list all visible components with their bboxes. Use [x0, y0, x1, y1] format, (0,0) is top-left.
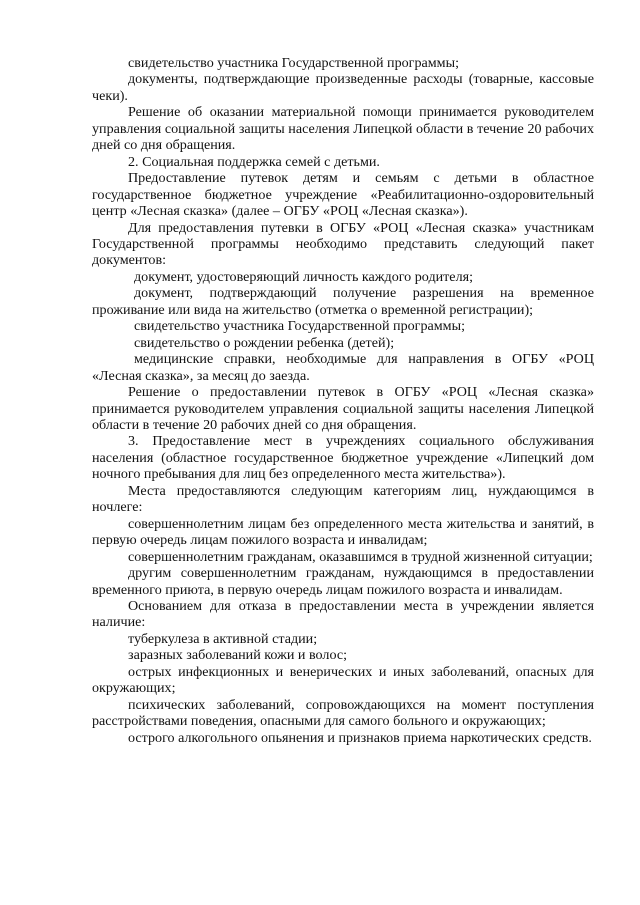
list-item: свидетельство о рождении ребенка (детей);: [134, 334, 395, 351]
paragraph: Для предоставления путевки в ОГБУ «РОЦ «Лесная сказка» участникам Государственной программы необходимо представить следующий пакет документов:: [92, 219, 594, 269]
document-body: [92, 55, 594, 746]
list-item: психических заболеваний, сопровождающихся на момент поступления расстройствами поведения, опасными для самого больного и окружающих;: [92, 696, 594, 730]
paragraph: Решение о предоставлении путевок в ОГБУ «РОЦ «Лесная сказка» принимается руководителем управления социальной защиты населения Липецкой области в течение 20 рабочих дней со дня обращения.: [92, 384, 594, 433]
list-item: медицинские справки, необходимые для направления в ОГБУ «РОЦ «Лесная сказка», за месяц до заезда.: [92, 351, 594, 384]
list-item: острого алкогольного опьянения и признаков приема наркотических средств.: [128, 729, 592, 746]
paragraph: свидетельство участника Государственной программы;: [128, 55, 459, 71]
list-item: свидетельство участника Государственной программы;: [134, 318, 465, 335]
list-item: острых инфекционных и венерических и иных заболеваний, опасных для окружающих;: [92, 663, 594, 697]
paragraph: Места предоставляются следующим категориям лиц, нуждающимся в ночлеге:: [92, 482, 594, 516]
list-item: совершеннолетним гражданам, оказавшимся в трудной жизненной ситуации;: [128, 548, 593, 565]
paragraph: Предоставление путевок детям и семьям с детьми в областное государственное бюджетное учреждение «Реабилитационно-оздоровительный центр «Лесная сказка» (далее – ОГБУ «РОЦ «Лесная сказка»).: [92, 170, 594, 220]
section-heading: 3. Предоставление мест в учреждениях социального обслуживания населения (областное государственное бюджетное учреждение «Липецкий дом ночного пребывания для лиц без определенного места жительства»).: [92, 433, 594, 483]
paragraph: документы, подтверждающие произведенные расходы (товарные, кассовые чеки).: [92, 71, 594, 104]
paragraph: Основанием для отказа в предоставлении места в учреждении является наличие:: [92, 597, 594, 631]
section-heading: 2. Социальная поддержка семей с детьми.: [128, 153, 380, 170]
list-item: туберкулеза в активной стадии;: [128, 630, 318, 647]
list-item: документ, удостоверяющий личность каждого родителя;: [134, 268, 473, 285]
paragraph: Решение об оказании материальной помощи принимается руководителем управления социальной защиты населения Липецкой области в течение 20 рабочих дней со дня обращения.: [92, 104, 594, 154]
list-item: другим совершеннолетним гражданам, нуждающимся в предоставлении временного приюта, в первую очередь лицам пожилого возраста и инвалидам.: [92, 565, 594, 598]
list-item: документ, подтверждающий получение разрешения на временное проживание или вида на жительство (отметка о временной регистрации);: [92, 285, 594, 318]
list-item: совершеннолетним лицам без определенного места жительства и занятий, в первую очередь лицам пожилого возраста и инвалидам;: [92, 515, 594, 549]
list-item: заразных заболеваний кожи и волос;: [128, 647, 348, 664]
